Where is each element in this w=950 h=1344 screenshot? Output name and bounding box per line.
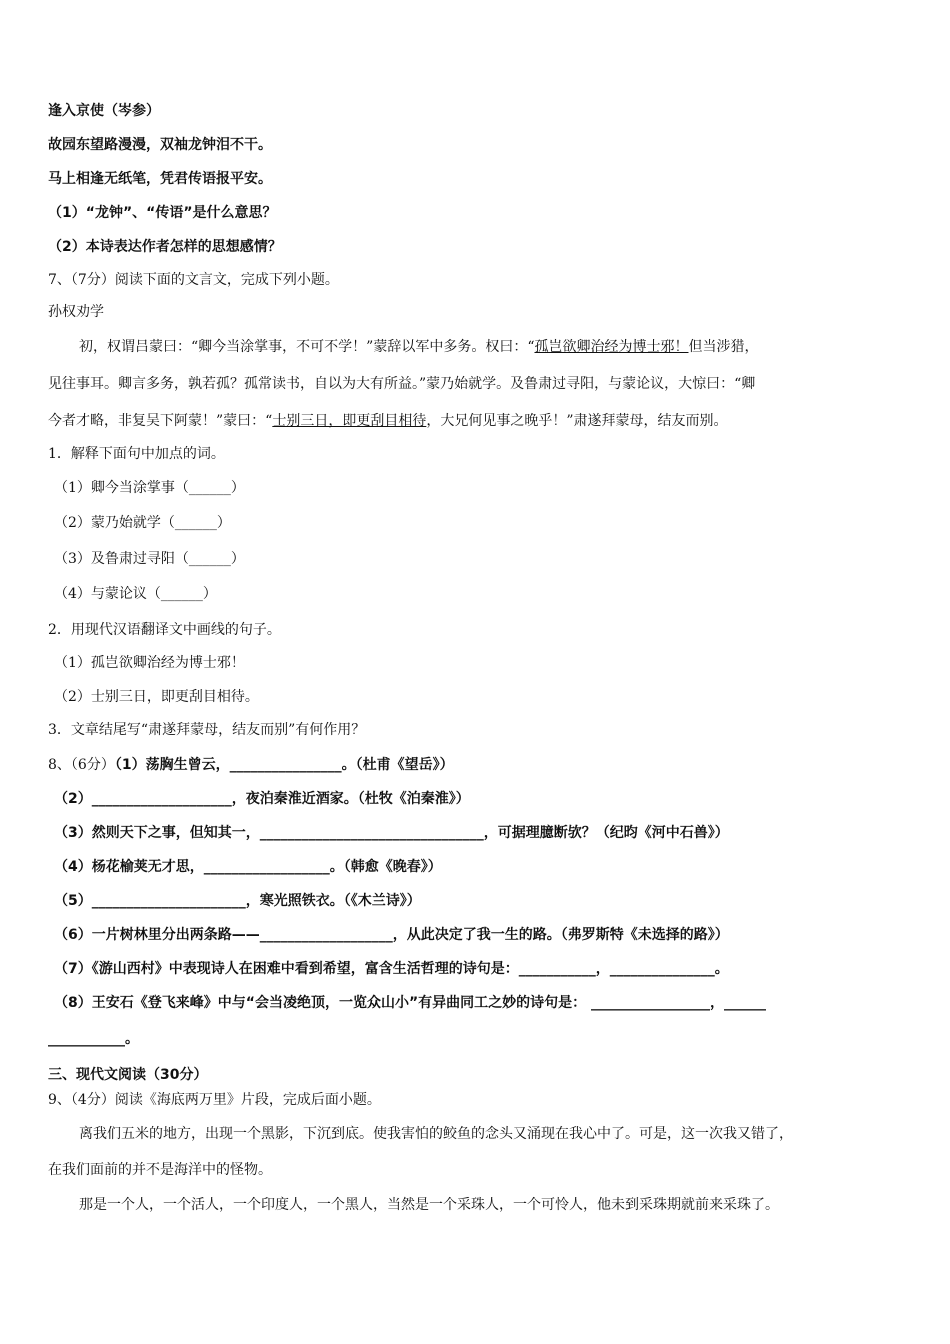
q8-fill-blank: （1）荡胸生曾云，________________。（杜甫《望岳》） [114,757,454,773]
passage-text: ，大兄何见事之晚乎！”肃遂拜蒙母，结友而别。 [426,413,728,429]
poem-line-2: 马上相逢无纸笔，凭君传语报平安。 [48,171,272,187]
q8-item-2: （2）____________________，夜泊秦淮近酒家。（杜牧《泊秦淮》） [54,791,470,807]
section-3-title: 三、现代文阅读（30分） [48,1067,208,1083]
passage-line-1 [79,337,758,357]
sub-question-1-item: （4）与蒙论议（______） [54,586,217,602]
passage-text: 但当涉猎， [688,339,759,355]
q7-header: 7、（7分）阅读下面的文言文，完成下列小题。 [48,272,339,288]
poem-title: 逢入京使（岑参） [48,103,160,119]
sub-question-2-item: （1）孤岂欲卿治经为博士邪！ [54,655,245,671]
q8-item-5: （5）______________________，寒光照铁衣。（《木兰诗》） [54,893,421,909]
reading-line-2: 在我们面前的并不是海洋中的怪物。 [48,1162,272,1178]
underlined-sentence-2: 士别三日，即更刮目相待 [272,413,427,429]
sub-question-2: 2．用现代汉语翻译文中画线的句子。 [48,622,281,638]
passage-text: 初，权谓吕蒙曰：“卿今当涂掌事，不可不学！”蒙辞以军中多务。权曰：“ [79,339,535,355]
reading-line-3: 那是一个人，一个活人，一个印度人，一个黑人，当然是一个采珠人，一个可怜人，他未到采珠期就前来采珠了。 [79,1197,779,1213]
passage-title: 孙权劝学 [48,304,104,320]
passage-text: 今者才略，非复吴下阿蒙！”蒙曰：“ [48,413,273,429]
poem-question-2: （2）本诗表达作者怎样的思想感情？ [48,239,282,255]
poem-question-1: （1）“龙钟”、“传语”是什么意思？ [48,205,277,221]
sub-question-1: 1．解释下面句中加点的词。 [48,446,225,462]
sub-question-3: 3．文章结尾写“肃遂拜蒙母，结友而别”有何作用？ [48,722,366,738]
q8-item-3: （3）然则天下之事，但知其一，________________________________，可据理臆断欤？（纪昀《河中石兽》） [54,825,729,841]
q8-header: 8、（6分） [48,757,115,773]
passage-line-2: 见往事耳。卿言多务，孰若孤？孤常读书，自以为大有所益。”蒙乃始就学。及鲁肃过寻阳，与蒙论议，大惊曰：“卿 [48,376,756,392]
q8-item-4: （4）杨花榆荚无才思，__________________。（韩愈《晚春》） [54,859,442,875]
q8-item-7: （7）《游山西村》中表现诗人在困难中看到希望，富含生活哲理的诗句是：___________，_______________。 [54,961,729,977]
poem-line-1: 故园东望路漫漫，双袖龙钟泪不干。 [48,137,272,153]
q8-item-1 [48,755,454,775]
sub-question-2-item: （2）士别三日，即更刮目相待。 [54,689,259,705]
q8-item-6: （6）一片树林里分出两条路——___________________，从此决定了我一生的路。（弗罗斯特《未选择的路》） [54,927,729,943]
passage-line-3 [48,411,727,431]
sub-question-1-item: （2）蒙乃始就学（______） [54,515,231,531]
sub-question-1-item: （3）及鲁肃过寻阳（______） [54,551,245,567]
q8-item-8: （8）王安石《登飞来峰》中与“会当凌绝顶，一览众山小”有异曲同工之妙的诗句是： _________________，______ [54,995,767,1011]
underlined-sentence-1: 孤岂欲卿治经为博士邪！ [534,339,689,355]
sub-question-1-item: （1）卿今当涂掌事（______） [54,480,245,496]
q9-header: 9、（4分）阅读《海底两万里》片段，完成后面小题。 [48,1092,381,1108]
reading-line-1: 离我们五米的地方，出现一个黑影，下沉到底。使我害怕的鲛鱼的念头又涌现在我心中了。可是，这一次我又错了， [79,1126,793,1142]
q8-item-8-continued: ___________。 [48,1031,139,1047]
